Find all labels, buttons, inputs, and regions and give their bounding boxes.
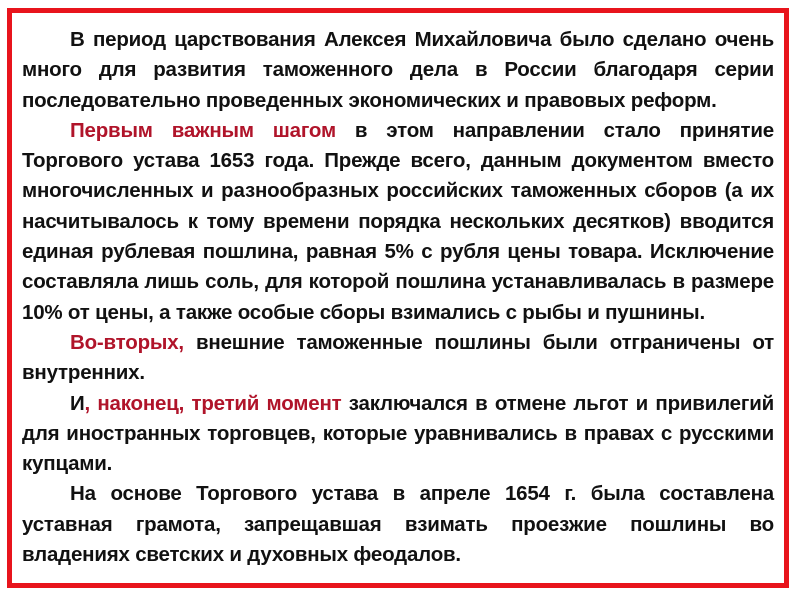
paragraph-text: внешние таможенные пошлины были отграничены от внутренних.: [22, 330, 774, 385]
paragraph-intro: [22, 25, 774, 116]
highlight-third-step: , наконец, третий момент: [84, 391, 342, 415]
highlight-second-step: Во-вторых,: [70, 330, 184, 354]
paragraph-text: В период царствования Алексея Михайловича было сделано очень много для развития таможенного дела в России благодаря серии последовательно проведенных экономических и правовых реформ.: [22, 28, 774, 112]
paragraph-text: На основе Торгового устава в апреле 1654 г. была составлена уставная грамота, запрещавшая взимать проезжие пошлины во владениях светских и духовных феодалов.: [22, 482, 774, 567]
paragraph-prefix: И: [70, 391, 85, 415]
paragraph-first-step: [22, 116, 774, 328]
paragraph-text: заключался в отмене льгот и привилегий для иностранных торговцев, которые уравнивались в правах с русскими купцами.: [22, 391, 775, 476]
paragraph-text: в этом направлении стало принятие Торгового устава 1653 года. Прежде всего, данным документом вместо многочисленных и разнообразных российских таможенных сборов (а их насчитывалось к тому времени порядка нескольких десятков) вводится единая рублевая пошлина, равная 5% с рубля цены товара. Исключение составляла лишь соль, для которой пошлина устанавливалась в размере 10% от цены, а также особые сборы взимались с рыбы и пушнины.: [22, 118, 774, 324]
slide-frame: [7, 8, 789, 588]
paragraph-third-step: [22, 389, 774, 480]
paragraph-charter: [22, 479, 774, 570]
text-body: [22, 25, 774, 570]
paragraph-second-step: [22, 328, 774, 389]
highlight-first-step: Первым важным шагом: [70, 118, 336, 142]
